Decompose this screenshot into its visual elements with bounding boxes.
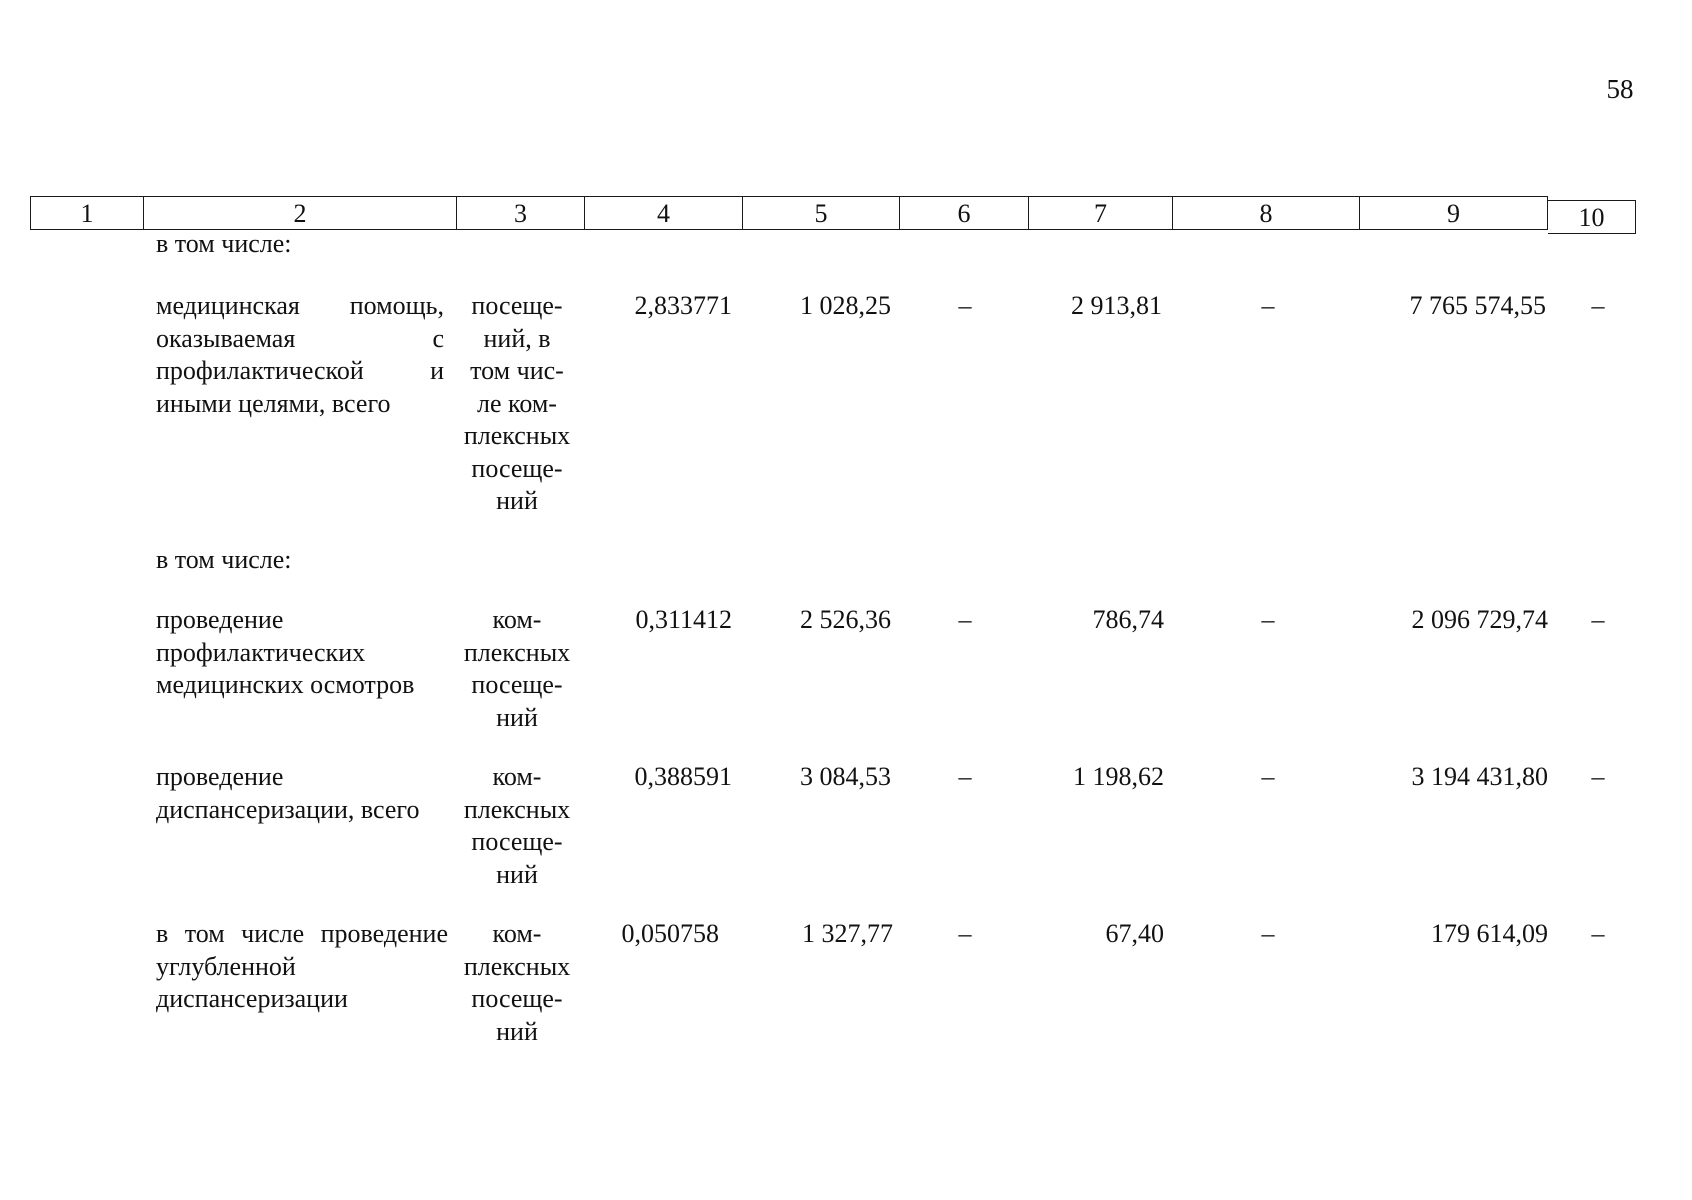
row-col5-value: 2 526,36 [800, 605, 891, 634]
row-col6-value: – [958, 605, 972, 634]
column-number-9: 9 [1360, 196, 1548, 230]
column-number-6: 6 [900, 196, 1029, 230]
page-number: 58 [1606, 74, 1634, 104]
row-unit: ком- плексных посеще- ний [463, 605, 571, 732]
row-col10-value: – [1591, 762, 1605, 791]
subheading-including: в том числе: [156, 545, 292, 574]
row-col6-value: – [958, 291, 972, 320]
row-col7-value: 2 913,81 [1071, 291, 1162, 320]
row-col9-value: 179 614,09 [1431, 919, 1548, 948]
row-col8-value: – [1261, 762, 1275, 791]
column-number-8: 8 [1173, 196, 1360, 230]
column-number-10: 10 [1548, 200, 1636, 234]
column-number-5: 5 [743, 196, 900, 230]
row-col8-value: – [1261, 291, 1275, 320]
row-col7-value: 67,40 [1105, 919, 1164, 948]
row-col5-value: 1 028,25 [800, 291, 891, 320]
row-col4-value: 0,388591 [634, 762, 732, 791]
row-unit: ком- плексных посеще- ний [463, 762, 571, 889]
row-col6-value: – [958, 762, 972, 791]
column-number-7: 7 [1029, 196, 1173, 230]
column-number-4: 4 [585, 196, 743, 230]
row-unit: ком- плексных посеще- ний [463, 919, 571, 1046]
row-col4-value: 0,050758 [621, 919, 719, 948]
row-col9-value: 3 194 431,80 [1411, 762, 1548, 791]
row-col6-value: – [958, 919, 972, 948]
row-col10-value: – [1591, 291, 1605, 320]
row-label: проведение профилактических медицинских осмотров [156, 605, 415, 699]
row-col8-value: – [1261, 605, 1275, 634]
row-col10-value: – [1591, 605, 1605, 634]
row-label: проведение диспансеризации, всего [156, 762, 420, 824]
row-col9-value: 2 096 729,74 [1411, 605, 1548, 634]
row-col10-value: – [1591, 919, 1605, 948]
row-col7-value: 786,74 [1092, 605, 1164, 634]
subheading-including: в том числе: [156, 229, 292, 258]
column-number-1: 1 [30, 196, 144, 230]
row-col5-value: 1 327,77 [802, 919, 893, 948]
row-col8-value: – [1261, 919, 1275, 948]
row-label: в том числе проведение углубленной диспансеризации [156, 919, 448, 1013]
column-number-3: 3 [457, 196, 585, 230]
row-col5-value: 3 084,53 [800, 762, 891, 791]
row-col9-value: 7 765 574,55 [1409, 291, 1546, 320]
row-unit: посеще- ний, в том чис- ле ком- плексных посеще- ний [463, 291, 571, 515]
row-col4-value: 0,311412 [635, 605, 732, 634]
column-number-2: 2 [144, 196, 457, 230]
row-col7-value: 1 198,62 [1073, 762, 1164, 791]
row-col4-value: 2,833771 [634, 291, 732, 320]
row-label: медицинская помощь, оказываемая с профилактической и иными целями, всего [156, 291, 444, 418]
